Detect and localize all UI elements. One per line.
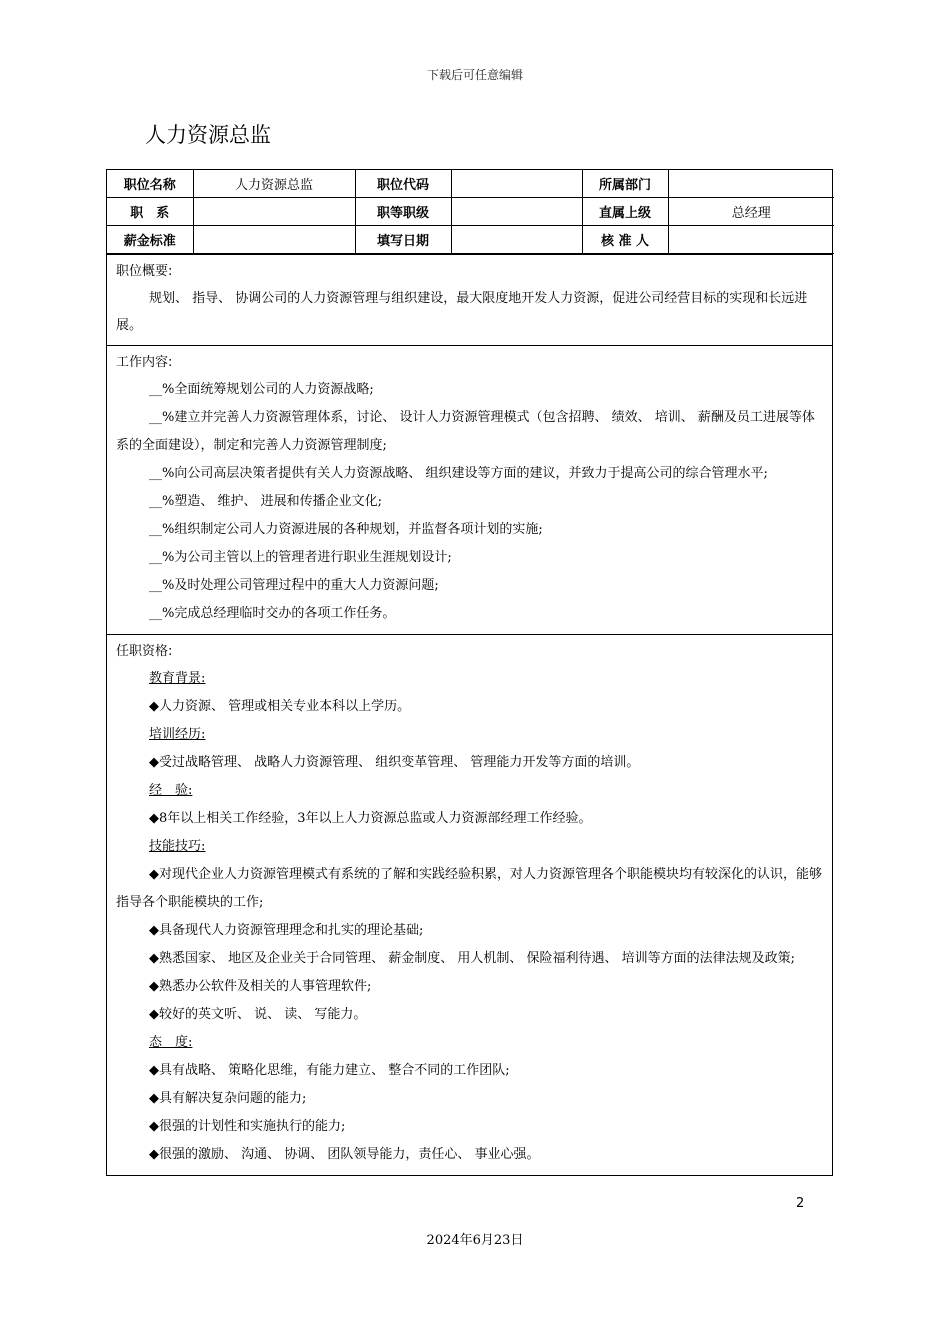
work-item: __%为公司主管以上的管理者进行职业生涯规划设计; — [149, 550, 452, 565]
qualification-item: ◆受过战略管理、 战略人力资源管理、 组织变革管理、 管理能力开发等方面的培训。 — [149, 755, 640, 770]
education-heading — [116, 665, 824, 693]
work-section — [107, 345, 832, 634]
info-row — [107, 198, 834, 226]
info-value — [451, 198, 582, 226]
attitude-heading — [116, 1029, 824, 1057]
header-note: 下载后可任意编辑 — [426, 68, 523, 82]
qualification-item: ◆8年以上相关工作经验，3年以上人力资源总监或人力资源部经理工作经验。 — [149, 811, 592, 826]
info-value — [451, 226, 582, 254]
document-title: 人力资源总监 — [145, 123, 271, 147]
job-description-table — [106, 169, 833, 1176]
experience-heading-text: 经 验: — [149, 783, 193, 798]
info-label: 直属上级 — [582, 198, 668, 226]
page-number: 2 — [796, 1196, 805, 1211]
skills-heading-text: 技能技巧: — [149, 839, 206, 854]
work-item: __%向公司高层决策者提供有关人力资源战略、 组织建设等方面的建议，并致力于提高公司的综合管理水平; — [149, 466, 768, 481]
experience-heading — [116, 777, 824, 805]
info-table — [107, 170, 834, 254]
info-label: 薪金标准 — [107, 226, 193, 254]
training-heading-text: 培训经历: — [149, 727, 206, 742]
work-item: __%全面统筹规划公司的人力资源战略; — [149, 382, 374, 397]
overview-section — [107, 254, 832, 345]
work-item: __%塑造、 维护、 进展和传播企业文化; — [149, 494, 382, 509]
info-value — [668, 226, 834, 254]
training-heading — [116, 721, 824, 749]
skills-heading — [116, 833, 824, 861]
info-value — [193, 226, 355, 254]
qualification-item: ◆熟悉办公软件及相关的人事管理软件; — [149, 979, 372, 994]
info-value — [451, 170, 582, 198]
qualification-item: ◆较好的英文听、 说、 读、 写能力。 — [149, 1007, 367, 1022]
qualification-item: ◆人力资源、 管理或相关专业本科以上学历。 — [149, 699, 411, 714]
work-title: 工作内容: — [116, 355, 173, 370]
footer-date: 2024年6月23日 — [426, 1233, 524, 1248]
work-item: __%组织制定公司人力资源进展的各种规划，并监督各项计划的实施; — [149, 522, 543, 537]
qualification-item: ◆很强的计划性和实施执行的能力; — [149, 1119, 346, 1134]
education-heading-text: 教育背景: — [149, 671, 206, 686]
info-label: 职位名称 — [107, 170, 193, 198]
info-value — [193, 198, 355, 226]
qualification-item: ◆对现代企业人力资源管理模式有系统的了解和实践经验积累，对人力资源管理各个职能模块均有较深化的认识，能够指导各个职能模块的工作; — [116, 867, 822, 910]
work-item: __%完成总经理临时交办的各项工作任务。 — [149, 606, 396, 621]
qualification-item: ◆很强的激励、 沟通、 协调、 团队领导能力，责任心、 事业心强。 — [149, 1147, 540, 1162]
overview-text: 规划、 指导、 协调公司的人力资源管理与组织建设，最大限度地开发人力资源，促进公司经营目标的实现和长远进展。 — [116, 291, 808, 333]
info-label: 核 准 人 — [582, 226, 668, 254]
info-label: 职位代码 — [355, 170, 451, 198]
info-label: 职等职级 — [355, 198, 451, 226]
qualifications-title: 任职资格: — [116, 644, 173, 659]
info-value: 总经理 — [668, 198, 834, 226]
info-value: 人力资源总监 — [193, 170, 355, 198]
info-label: 填写日期 — [355, 226, 451, 254]
info-label: 职 系 — [107, 198, 193, 226]
info-row — [107, 226, 834, 254]
info-label: 所属部门 — [582, 170, 668, 198]
qualifications-section — [107, 634, 832, 1175]
work-item: __%及时处理公司管理过程中的重大人力资源问题; — [149, 578, 439, 593]
attitude-heading-text: 态 度: — [149, 1035, 193, 1050]
qualification-item: ◆具备现代人力资源管理理念和扎实的理论基础; — [149, 923, 424, 938]
qualification-item: ◆具有解决复杂问题的能力; — [149, 1091, 307, 1106]
qualification-item: ◆具有战略、 策略化思维，有能力建立、 整合不同的工作团队; — [149, 1063, 510, 1078]
work-item: __%建立并完善人力资源管理体系，讨论、 设计人力资源管理模式（包含招聘、 绩效、 培训、 薪酬及员工进展等体系的全面建设），制定和完善人力资源管理制度; — [116, 410, 815, 453]
overview-title: 职位概要: — [116, 264, 173, 279]
info-row — [107, 170, 834, 198]
info-value — [668, 170, 834, 198]
qualification-item: ◆熟悉国家、 地区及企业关于合同管理、 薪金制度、 用人机制、 保险福利待遇、 培训等方面的法律法规及政策; — [149, 951, 796, 966]
